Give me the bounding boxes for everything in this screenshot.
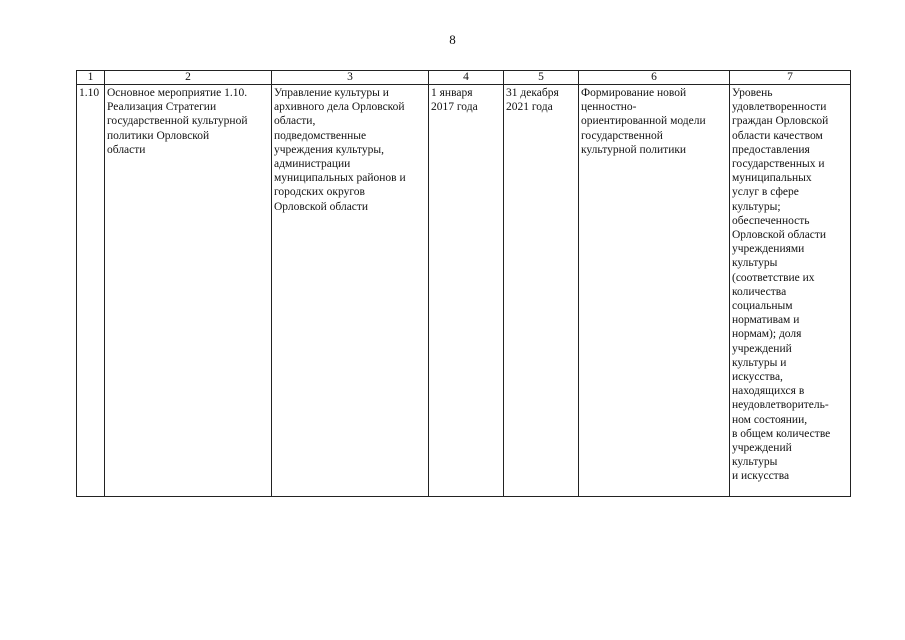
table-row <box>77 85 851 497</box>
executor-text: Управление культуры и архивного дела Орловской области, подведомственные учреждения культуры, администрации муниципальных районов и городских округов Орловской области <box>274 87 406 213</box>
event-text: Основное мероприятие 1.10. Реализация Стратегии государственной культурной политики Орловской области <box>107 87 248 156</box>
column-header-4: 4 <box>429 71 504 85</box>
result-cell <box>579 85 730 497</box>
table-header-row <box>77 71 851 85</box>
column-header-5: 5 <box>504 71 579 85</box>
column-header-2: 2 <box>105 71 272 85</box>
indicator-text: Уровень удовлетворенности граждан Орловской области качеством предоставления государственных и муниципальных услуг в сфере культуры; обеспеченность Орловской области учреждениями культуры (соответствие их количества социальным нормативам и нормам); доля учреждений культуры и искусства, находящихся в неудовлетворитель- ном состоянии, в общем количестве учреждений культуры и искусства <box>732 87 831 483</box>
start-date: 1 января 2017 года <box>431 87 478 114</box>
column-header-6: 6 <box>579 71 730 85</box>
result-text: Формирование новой ценностно- ориентированной модели государственной культурной политики <box>581 87 706 156</box>
column-header-1: 1 <box>77 71 105 85</box>
start-date-cell <box>429 85 504 497</box>
column-header-7: 7 <box>730 71 851 85</box>
executor-cell <box>272 85 429 497</box>
end-date-cell <box>504 85 579 497</box>
column-header-3: 3 <box>272 71 429 85</box>
page-number: 8 <box>449 32 456 47</box>
event-cell <box>105 85 272 497</box>
indicator-cell <box>730 85 851 497</box>
activities-table <box>76 70 851 497</box>
end-date: 31 декабря 2021 года <box>506 87 559 114</box>
row-number-cell <box>77 85 105 497</box>
row-number: 1.10 <box>79 87 100 99</box>
